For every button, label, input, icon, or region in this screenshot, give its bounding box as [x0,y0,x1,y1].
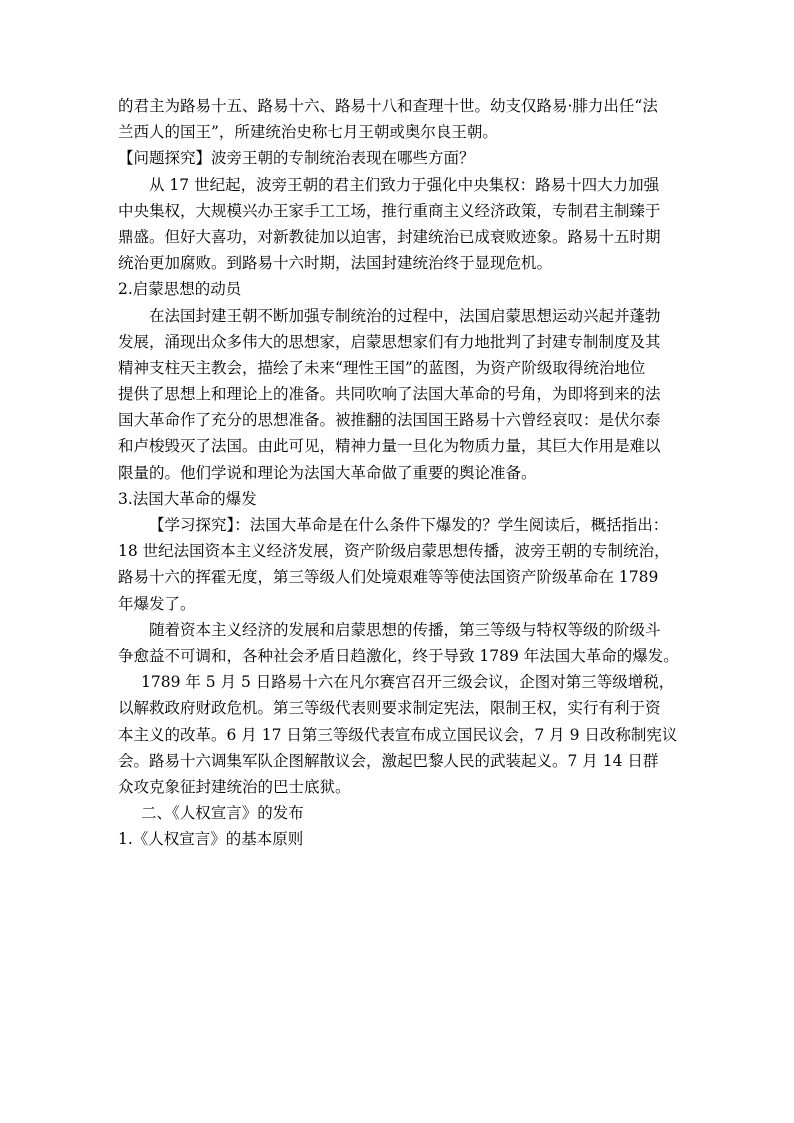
text-line: 会。路易十六调集军队企图解散议会，激起巴黎人民的武装起义。7 月 14 日群 [118,751,659,770]
text-line: 统治更加腐败。到路易十六时期，法国封建统治终于显现危机。 [118,254,553,273]
text-line: 18 世纪法国资本主义经济发展，资产阶级启蒙思想传播，波旁王朝的专制统治， [118,542,670,561]
text-line: 中央集权，大规模兴办王家手工工场，推行重商主义经济政策，专制君主制臻于 [118,201,661,220]
text-line: 国大革命作了充分的思想准备。被推翻的法国国王路易十六曾经哀叹：是伏尔泰 [118,411,661,430]
text-line: 1789 年 5 月 5 日路易十六在凡尔赛宫召开三级会议，企图对第三等级增税， [141,673,675,692]
text-line: 发展，涌现出众多伟大的思想家，启蒙思想家们有力地批判了封建专制制度及其 [118,332,661,351]
text-line: 年爆发了。 [118,594,196,613]
text-line: 提供了思想上和理论上的准备。共同吹响了法国大革命的号角，为即将到来的法 [118,385,661,404]
section-heading: 2.启蒙思想的动员 [118,280,242,299]
text-line: 限量的。他们学说和理论为法国大革命做了重要的舆论准备。 [118,463,537,482]
section-heading: 3.法国大革命的爆发 [118,489,257,508]
text-line: 鼎盛。但好大喜功，对新教徒加以迫害，封建统治已成衰败迹象。路易十五时期 [118,227,661,246]
text-line: 在法国封建王朝不断加强专制统治的过程中，法国启蒙思想运动兴起并蓬勃 [149,306,661,325]
question-heading: 【问题探究】波旁王朝的专制统治表现在哪些方面？ [118,149,475,168]
text-line: 路易十六的挥霍无度，第三等级人们处境艰难等等使法国资产阶级革命在 1789 [118,568,659,587]
text-line: 从 17 世纪起，波旁王朝的君主们致力于强化中央集权：路易十四大力加强 [149,175,660,194]
text-line: 的君主为路易十五、路易十六、路易十八和查理十世。幼支仅路易·腓力出任“法 [118,97,658,115]
chapter-heading: 二、《人权宣言》的发布 [141,804,304,823]
text-line: 兰西人的国王”，所建统治史称七月王朝或奥尔良王朝。 [118,123,498,142]
text-line: 精神支柱天主教会，描绘了未来“理性王国”的蓝图，为资产阶级取得统治地位 [118,358,646,377]
text-line: 本主义的改革。6 月 17 日第三等级代表宣布成立国民议会，7 月 9 日改称制宪议 [118,725,678,744]
section-heading: 1.《人权宣言》的基本原则 [118,830,304,849]
text-line: 和卢梭毁灭了法国。由此可见，精神力量一旦化为物质力量，其巨大作用是难以 [118,437,661,456]
text-line: 以解救政府财政危机。第三等级代表则要求制定宪法，限制王权，实行有利于资 [118,699,661,718]
text-line: 【学习探究】：法国大革命是在什么条件下爆发的？学生阅读后，概括指出： [149,516,669,534]
document-page [118,93,679,852]
text-line: 争愈益不可调和，各种社会矛盾日趋激化，终于导致 1789 年法国大革命的爆发。 [118,646,679,665]
text-line: 随着资本主义经济的发展和启蒙思想的传播，第三等级与特权等级的阶级斗 [149,620,661,639]
text-line: 众攻克象征封建统治的巴士底狱。 [118,777,351,796]
